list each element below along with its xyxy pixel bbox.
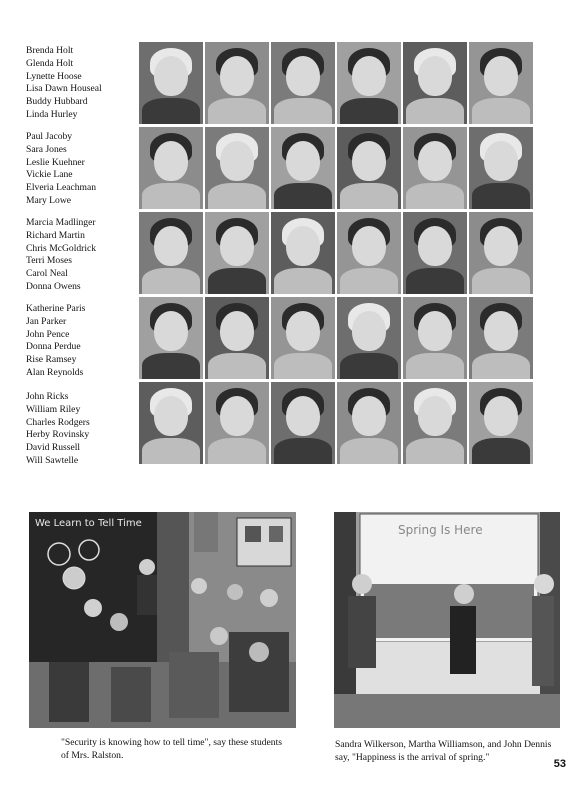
portrait-row	[139, 127, 537, 209]
student-portrait	[337, 297, 401, 379]
chalkboard-text: We Learn to Tell Time	[35, 518, 142, 529]
student-portrait	[139, 212, 203, 294]
student-portrait	[337, 212, 401, 294]
student-portrait	[403, 382, 467, 464]
student-name: Marcia Madlinger	[26, 217, 96, 228]
student-portrait	[337, 382, 401, 464]
student-name: Donna Perdue	[26, 341, 81, 353]
page-number: 53	[553, 758, 566, 770]
portrait-row	[139, 42, 537, 124]
student-portrait	[469, 212, 533, 294]
left-photo-caption: "Security is knowing how to tell time", say these students of Mrs. Ralston.	[61, 737, 283, 761]
student-name: Charles Rodgers	[26, 416, 90, 428]
name-list	[26, 391, 90, 468]
name-list	[26, 131, 96, 208]
student-portrait	[139, 382, 203, 464]
student-name: Leslie Kuehner	[26, 156, 85, 168]
student-name: John Pence	[26, 328, 70, 340]
portrait-grid	[139, 42, 537, 467]
portrait-row	[139, 297, 537, 379]
name-list	[26, 217, 96, 294]
student-portrait	[205, 382, 269, 464]
student-name: Chris McGoldrick	[26, 242, 97, 254]
student-name: Linda Hurley	[26, 108, 78, 120]
student-name: Mary Lowe	[26, 194, 72, 206]
student-portrait	[271, 212, 335, 294]
student-name: Katherine Paris	[26, 303, 86, 314]
student-name: Terri Moses	[26, 255, 72, 267]
student-name: Lynette Hoose	[26, 70, 82, 82]
student-portrait	[271, 382, 335, 464]
student-portrait	[205, 127, 269, 209]
student-name: William Riley	[26, 403, 81, 415]
student-portrait	[403, 42, 467, 124]
student-portrait	[139, 42, 203, 124]
student-portrait	[469, 127, 533, 209]
student-name: Carol Neal	[26, 268, 68, 280]
student-portrait	[271, 297, 335, 379]
student-name: Herby Rovinsky	[26, 429, 90, 441]
student-portrait	[337, 127, 401, 209]
student-name: Jan Parker	[26, 315, 67, 327]
student-portrait	[205, 297, 269, 379]
student-name: John Ricks	[26, 391, 69, 402]
student-name: Elveria Leachman	[26, 182, 97, 194]
portrait-row	[139, 212, 537, 294]
student-portrait	[403, 127, 467, 209]
portrait-row	[139, 382, 537, 464]
classroom-clock-photo	[29, 512, 296, 728]
student-name: Glenda Holt	[26, 57, 74, 69]
student-name: Paul Jacoby	[26, 131, 73, 142]
student-name: Rise Ramsey	[26, 354, 77, 366]
student-portrait	[403, 212, 467, 294]
student-portrait	[271, 127, 335, 209]
student-name: Brenda Holt	[26, 45, 74, 56]
student-portrait	[205, 42, 269, 124]
student-portrait	[403, 297, 467, 379]
student-name: Richard Martin	[26, 229, 85, 241]
student-name: Will Sawtelle	[26, 454, 79, 466]
student-portrait	[139, 297, 203, 379]
name-list	[26, 45, 102, 122]
student-portrait	[139, 127, 203, 209]
student-name: Alan Reynolds	[26, 366, 84, 378]
student-portrait	[271, 42, 335, 124]
student-portrait	[469, 42, 533, 124]
student-portrait	[337, 42, 401, 124]
student-name: Sara Jones	[26, 143, 67, 155]
student-portrait	[469, 382, 533, 464]
right-photo-caption: Sandra Wilkerson, Martha Williamson, and John Dennis say, "Happiness is the arrival of spring."	[335, 739, 552, 763]
bulletin-banner-text: Spring Is Here	[398, 523, 483, 537]
student-name: Lisa Dawn Houseal	[26, 83, 102, 95]
student-name: Buddy Hubbard	[26, 96, 88, 108]
student-name: Donna Owens	[26, 280, 81, 292]
student-name: David Russell	[26, 442, 81, 454]
name-list	[26, 303, 85, 380]
student-portrait	[469, 297, 533, 379]
spring-bulletin-photo	[334, 512, 560, 728]
student-name: Vickie Lane	[26, 169, 73, 181]
student-portrait	[205, 212, 269, 294]
